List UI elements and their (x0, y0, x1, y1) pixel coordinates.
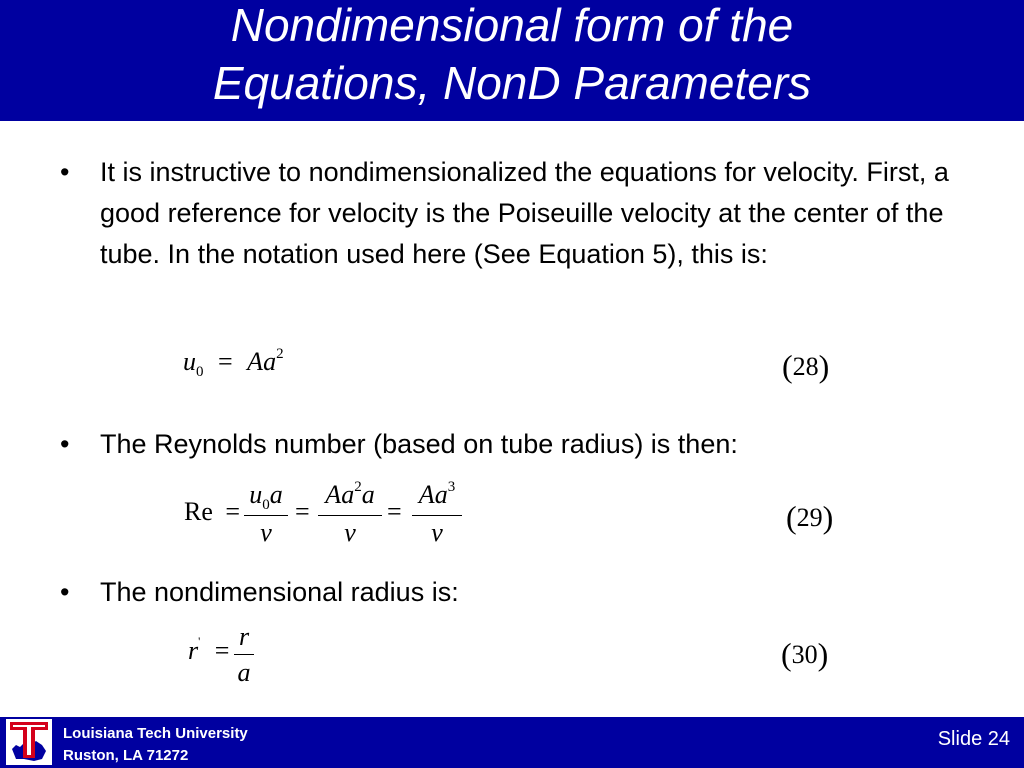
eq30-r: r (188, 636, 199, 665)
fraction-bar (318, 515, 382, 516)
slide-title (0, 0, 1024, 112)
bullet-text: It is instructive to nondimensionalized the equations for velocity. First, a good reference for velocity is the Poiseuille velocity at the center of the tube. In the notation used here (See Equation 5), this is: (100, 157, 949, 269)
frac1-sub: 0 (262, 497, 270, 513)
eq30-fraction (234, 622, 254, 692)
frac2-a2: a (361, 480, 375, 509)
slide-title-line2: Equations, NonD Parameters (212, 57, 812, 109)
bullet-text: The nondimensional radius is: (100, 577, 459, 607)
bullet-marker: • (60, 577, 70, 607)
paren-close: ) (817, 636, 829, 672)
paren-close: ) (822, 499, 834, 535)
eq30-lhs (188, 636, 229, 666)
eq30-number: 30 (791, 640, 818, 669)
eq29-equals-sign: = (295, 497, 310, 526)
frac1-nu: ν (260, 518, 272, 547)
eq28-u: u (183, 347, 196, 376)
eq29-fraction-1 (244, 480, 288, 552)
eq30-prime: ' (198, 634, 201, 648)
frac3-nu: ν (431, 518, 443, 547)
frac3-sup: 3 (447, 479, 456, 495)
equation-28 (183, 346, 284, 380)
eq29-equals-2 (295, 497, 310, 527)
frac2-a: a (341, 480, 355, 509)
frac2-A: A (325, 480, 342, 509)
eq29-lhs (184, 497, 240, 527)
fraction-bar (234, 654, 254, 655)
eq28-A: A (247, 347, 264, 376)
frac3-a: a (434, 480, 448, 509)
eq30-num-r: r (238, 622, 250, 651)
frac2-nu: ν (344, 518, 356, 547)
bullet-marker: • (60, 429, 70, 459)
paren-open: ( (782, 348, 793, 384)
equation-number-30 (781, 634, 828, 671)
eq28-sup: 2 (276, 346, 284, 362)
frac1-u: u (249, 480, 263, 509)
frac1-a: a (269, 480, 283, 509)
eq29-equals-sign: = (387, 497, 402, 526)
footer-university: Louisiana Tech University (63, 725, 248, 742)
bullet-marker: • (60, 157, 70, 187)
equation-number-29 (786, 497, 833, 534)
equation-number-28 (782, 346, 829, 383)
eq30-equals: = (214, 636, 230, 665)
footer-location: Ruston, LA 71272 (63, 747, 189, 764)
fraction-bar (244, 515, 288, 516)
eq29-fraction-3 (412, 480, 462, 552)
title-bar (0, 0, 1024, 121)
frac2-sup: 2 (354, 479, 362, 495)
eq28-a: a (263, 347, 277, 376)
eq29-equals-3 (387, 497, 402, 527)
bullet-text: The Reynolds number (based on tube radius) is then: (100, 429, 738, 459)
eq28-sub: 0 (196, 364, 204, 380)
eq29-equals-1: = (225, 497, 241, 526)
slide-title-line1: Nondimensional form of the (230, 0, 794, 51)
eq29-re: Re (184, 497, 213, 526)
eq28-equals: = (218, 347, 233, 376)
louisiana-tech-logo-icon (6, 719, 52, 765)
eq30-den-a: a (237, 658, 251, 687)
eq29-number: 29 (796, 503, 823, 532)
paren-open: ( (786, 499, 797, 535)
paren-close: ) (818, 348, 830, 384)
slide-number: Slide 24 (937, 728, 1010, 750)
paren-open: ( (781, 636, 792, 672)
fraction-bar (412, 515, 462, 516)
eq28-number: 28 (792, 352, 819, 381)
frac3-A: A (418, 480, 435, 509)
eq29-fraction-2 (318, 480, 382, 552)
